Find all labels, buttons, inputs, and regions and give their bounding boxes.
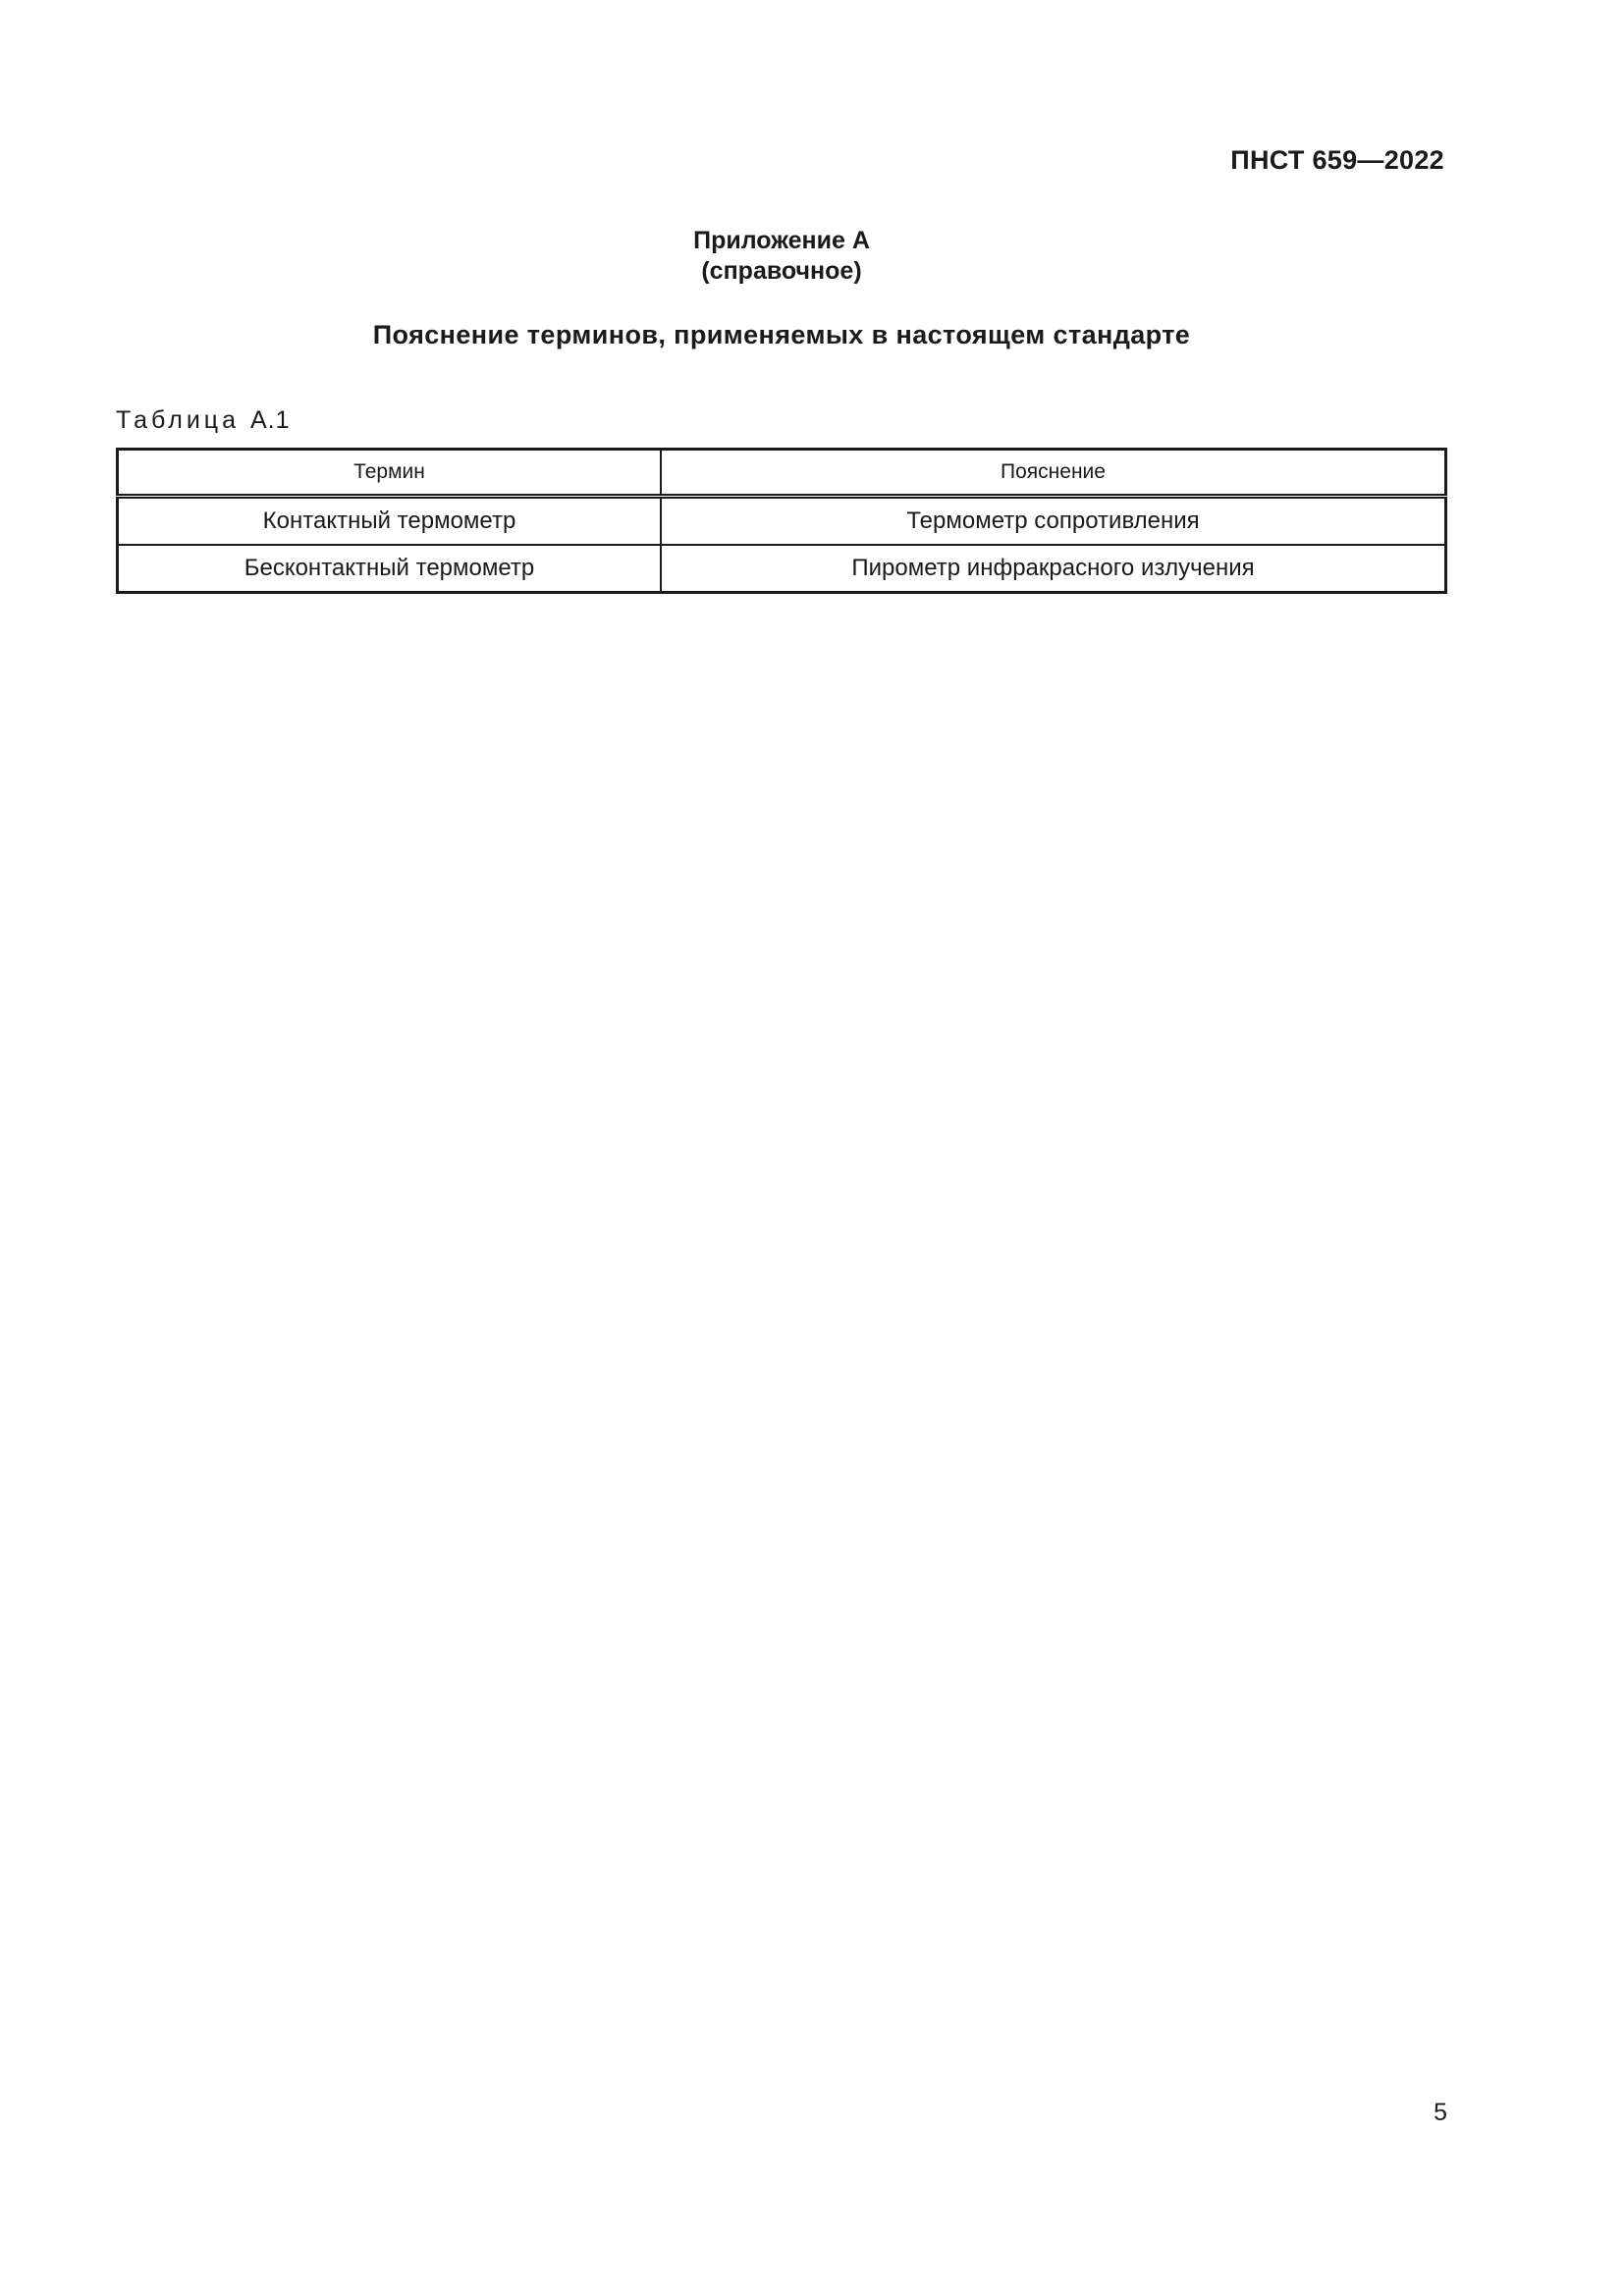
table-row: [118, 497, 1446, 546]
term-cell: Контактный термометр: [118, 497, 662, 546]
term-cell: Бесконтактный термометр: [118, 545, 662, 593]
appendix-title: Приложение А: [693, 227, 870, 254]
table-caption: [116, 406, 291, 435]
table-header-row: [118, 450, 1446, 497]
document-code: ПНСТ 659—2022: [1230, 145, 1444, 175]
table-row: [118, 545, 1446, 593]
section-title: Пояснение терминов, применяемых в настоящем стандарте: [372, 320, 1191, 349]
appendix-heading: [0, 226, 1563, 287]
explanation-cell: Пирометр инфракрасного излучения: [661, 545, 1446, 593]
column-header-explanation: Пояснение: [661, 450, 1446, 497]
explanation-cell: Термометр сопротивления: [661, 497, 1446, 546]
table-caption-word: Таблица: [116, 406, 241, 434]
terms-table: [116, 448, 1447, 594]
table-caption-number: А.1: [249, 406, 291, 434]
page-number: 5: [1434, 2099, 1447, 2126]
appendix-subtitle: (справочное): [701, 257, 862, 285]
column-header-term: Термин: [118, 450, 662, 497]
